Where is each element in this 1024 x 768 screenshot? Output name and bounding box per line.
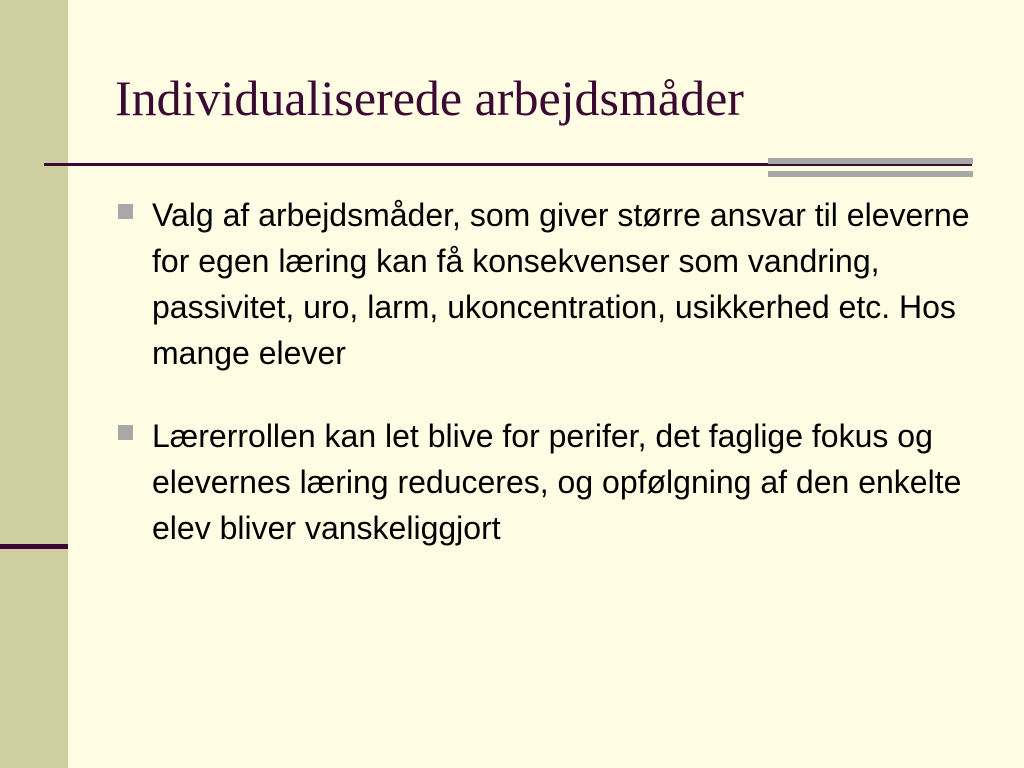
square-bullet-icon bbox=[118, 425, 133, 440]
bullet-list bbox=[115, 192, 975, 588]
left-band-accent-line bbox=[0, 544, 68, 549]
left-decorative-band bbox=[0, 0, 68, 768]
bullet-item bbox=[115, 192, 975, 376]
square-bullet-icon bbox=[118, 204, 133, 219]
bullet-text: Valg af arbejdsmåder, som giver større ansvar til eleverne for egen læring kan få konsekvenser som vandring, passivitet, uro, larm, ukoncentration, usikkerhed etc. Hos mange elever bbox=[152, 197, 970, 371]
bullet-text: Lærerrollen kan let blive for perifer, det faglige fokus og elevernes læring reduceres, og opfølgning af den enkelte elev bliver vanskeliggjort bbox=[152, 418, 962, 546]
divider-accent-bar-bottom bbox=[768, 171, 973, 177]
slide-title: Individualiserede arbejdsmåder bbox=[115, 70, 744, 126]
divider-accent-bar-top bbox=[768, 158, 973, 164]
bullet-item bbox=[115, 413, 975, 551]
